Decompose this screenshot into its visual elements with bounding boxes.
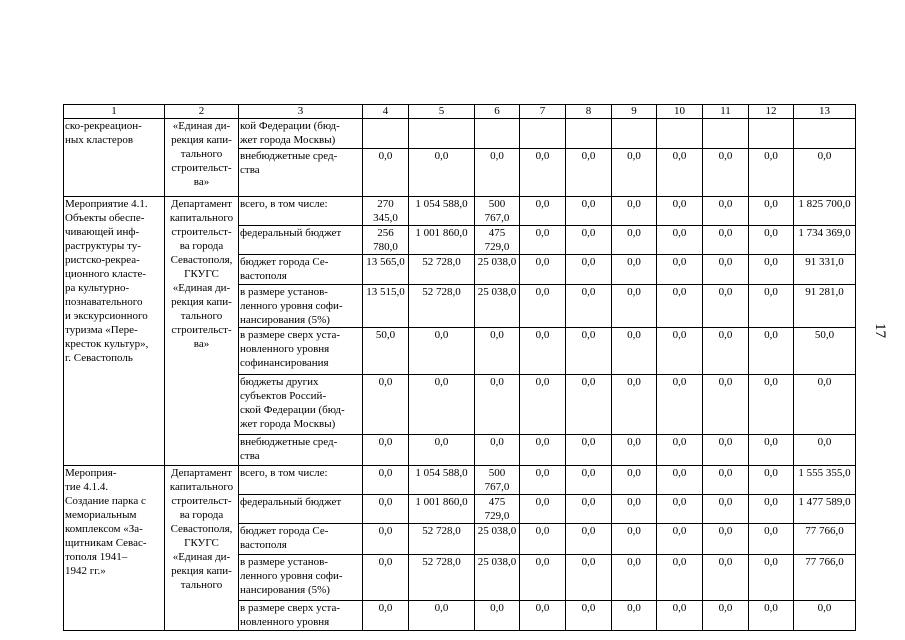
value-cell: 0,0 (566, 285, 612, 328)
value-cell (475, 119, 520, 149)
value-cell: 0,0 (612, 226, 657, 255)
value-cell: 0,0 (657, 524, 703, 555)
value-cell: 25 038,0 (475, 285, 520, 328)
row-indicator-label: бюджет города Се- вастополя (239, 255, 363, 285)
value-cell: 0,0 (749, 375, 794, 435)
column-number-header: 7 (520, 105, 566, 119)
value-cell: 0,0 (703, 435, 749, 466)
row-indicator-label: федеральный бюджет (239, 226, 363, 255)
value-cell: 0,0 (749, 255, 794, 285)
value-cell: 0,0 (749, 524, 794, 555)
value-cell: 77 766,0 (794, 524, 856, 555)
value-cell: 0,0 (703, 197, 749, 226)
value-cell: 0,0 (703, 555, 749, 601)
value-cell: 0,0 (657, 466, 703, 495)
value-cell: 500 767,0 (475, 197, 520, 226)
value-cell: 0,0 (612, 466, 657, 495)
value-cell: 0,0 (657, 555, 703, 601)
executor-cell: Департамент капитального строительст- ва города Севастополя, ГКУГС «Единая ди- рекция капи- тального (165, 466, 239, 631)
table-row (64, 119, 856, 149)
value-cell: 0,0 (566, 466, 612, 495)
activity-name-cell: Мероприятие 4.1. Объекты обеспе- чивающей инф- раструктуры ту- ристско-рекреа- ционного класте- ра культурно- познавательного и экскурсионного туризма «Пере- кресток культур», г. Севастополь (64, 197, 165, 466)
value-cell: 0,0 (703, 375, 749, 435)
value-cell: 0,0 (794, 601, 856, 631)
row-indicator-label: в размере сверх уста- новленного уровня софинансирования (239, 328, 363, 375)
value-cell: 52 728,0 (409, 555, 475, 601)
value-cell: 0,0 (475, 328, 520, 375)
value-cell: 0,0 (749, 285, 794, 328)
row-indicator-label: в размере установ- ленного уровня софи- нансирования (5%) (239, 555, 363, 601)
value-cell: 0,0 (657, 328, 703, 375)
value-cell: 25 038,0 (475, 524, 520, 555)
value-cell: 0,0 (566, 197, 612, 226)
value-cell: 0,0 (703, 255, 749, 285)
column-number-row (64, 105, 856, 119)
column-number-header: 2 (165, 105, 239, 119)
value-cell: 0,0 (612, 197, 657, 226)
value-cell: 0,0 (475, 149, 520, 197)
value-cell: 0,0 (657, 495, 703, 524)
value-cell: 77 766,0 (794, 555, 856, 601)
value-cell: 0,0 (409, 435, 475, 466)
value-cell: 50,0 (794, 328, 856, 375)
value-cell: 0,0 (520, 466, 566, 495)
value-cell: 0,0 (475, 375, 520, 435)
table-row (64, 466, 856, 495)
value-cell (657, 119, 703, 149)
value-cell: 0,0 (520, 435, 566, 466)
value-cell: 0,0 (566, 328, 612, 375)
value-cell: 0,0 (612, 435, 657, 466)
value-cell (794, 119, 856, 149)
value-cell: 0,0 (703, 495, 749, 524)
value-cell: 0,0 (612, 328, 657, 375)
value-cell: 0,0 (566, 555, 612, 601)
column-number-header: 9 (612, 105, 657, 119)
row-indicator-label: всего, в том числе: (239, 197, 363, 226)
value-cell: 0,0 (475, 435, 520, 466)
value-cell: 1 001 860,0 (409, 495, 475, 524)
row-indicator-label: федеральный бюджет (239, 495, 363, 524)
table-row (64, 197, 856, 226)
activity-name-cell: Мероприя- тие 4.1.4. Создание парка с мемориальным комплексом «За- щитникам Севас- тополя 1941– 1942 гг.» (64, 466, 165, 631)
value-cell: 0,0 (520, 555, 566, 601)
value-cell: 0,0 (566, 601, 612, 631)
value-cell: 0,0 (409, 375, 475, 435)
value-cell: 1 477 589,0 (794, 495, 856, 524)
row-indicator-label: в размере установ- ленного уровня софи- нансирования (5%) (239, 285, 363, 328)
value-cell: 0,0 (520, 285, 566, 328)
value-cell: 0,0 (703, 328, 749, 375)
value-cell: 0,0 (566, 375, 612, 435)
value-cell: 0,0 (749, 197, 794, 226)
value-cell: 270 345,0 (363, 197, 409, 226)
column-number-header: 5 (409, 105, 475, 119)
budget-table-body (64, 105, 856, 631)
value-cell: 0,0 (749, 495, 794, 524)
value-cell: 25 038,0 (475, 555, 520, 601)
value-cell: 0,0 (409, 601, 475, 631)
value-cell: 0,0 (566, 149, 612, 197)
value-cell: 1 555 355,0 (794, 466, 856, 495)
value-cell: 0,0 (703, 466, 749, 495)
value-cell: 13 515,0 (363, 285, 409, 328)
value-cell: 0,0 (657, 226, 703, 255)
column-number-header: 4 (363, 105, 409, 119)
column-number-header: 6 (475, 105, 520, 119)
value-cell: 0,0 (363, 149, 409, 197)
value-cell: 25 038,0 (475, 255, 520, 285)
value-cell (749, 119, 794, 149)
value-cell: 0,0 (612, 601, 657, 631)
value-cell: 0,0 (363, 435, 409, 466)
value-cell: 0,0 (520, 601, 566, 631)
value-cell: 0,0 (566, 255, 612, 285)
value-cell: 0,0 (657, 285, 703, 328)
row-indicator-label: бюджеты других субъектов Россий- ской Федерации (бюд- жет города Москвы) (239, 375, 363, 435)
value-cell: 0,0 (520, 375, 566, 435)
value-cell: 0,0 (794, 375, 856, 435)
value-cell: 1 734 369,0 (794, 226, 856, 255)
column-number-header: 3 (239, 105, 363, 119)
value-cell: 0,0 (749, 555, 794, 601)
value-cell (703, 119, 749, 149)
executor-cell: «Единая ди- рекция капи- тального строительст- ва» (165, 119, 239, 197)
value-cell: 0,0 (703, 226, 749, 255)
value-cell: 0,0 (612, 255, 657, 285)
value-cell: 500 767,0 (475, 466, 520, 495)
row-indicator-label: в размере сверх уста- новленного уровня (239, 601, 363, 631)
value-cell: 0,0 (657, 255, 703, 285)
column-number-header: 13 (794, 105, 856, 119)
column-number-header: 10 (657, 105, 703, 119)
executor-cell: Департамент капитального строительст- ва города Севастополя, ГКУГС «Единая ди- рекция капи- тального строительст- ва» (165, 197, 239, 466)
value-cell (520, 119, 566, 149)
value-cell: 0,0 (363, 375, 409, 435)
value-cell: 0,0 (703, 601, 749, 631)
value-cell: 52 728,0 (409, 255, 475, 285)
value-cell: 0,0 (363, 555, 409, 601)
value-cell: 0,0 (520, 495, 566, 524)
value-cell: 475 729,0 (475, 495, 520, 524)
row-indicator-label: кой Федерации (бюд- жет города Москвы) (239, 119, 363, 149)
value-cell (612, 119, 657, 149)
value-cell: 1 825 700,0 (794, 197, 856, 226)
row-indicator-label: внебюджетные сред- ства (239, 435, 363, 466)
value-cell: 475 729,0 (475, 226, 520, 255)
value-cell: 0,0 (657, 601, 703, 631)
value-cell (363, 119, 409, 149)
value-cell: 0,0 (749, 435, 794, 466)
value-cell: 0,0 (657, 375, 703, 435)
column-number-header: 8 (566, 105, 612, 119)
value-cell: 0,0 (566, 495, 612, 524)
value-cell: 0,0 (409, 328, 475, 375)
page-number: 17 (872, 323, 888, 338)
value-cell: 0,0 (475, 601, 520, 631)
value-cell: 0,0 (612, 285, 657, 328)
value-cell: 0,0 (566, 435, 612, 466)
value-cell: 0,0 (363, 524, 409, 555)
value-cell: 1 054 588,0 (409, 197, 475, 226)
value-cell: 0,0 (749, 149, 794, 197)
value-cell: 13 565,0 (363, 255, 409, 285)
value-cell: 0,0 (612, 524, 657, 555)
value-cell: 0,0 (363, 466, 409, 495)
value-cell: 91 281,0 (794, 285, 856, 328)
value-cell: 0,0 (657, 149, 703, 197)
budget-table (63, 104, 856, 631)
value-cell: 52 728,0 (409, 285, 475, 328)
value-cell: 50,0 (363, 328, 409, 375)
value-cell: 0,0 (749, 601, 794, 631)
row-indicator-label: бюджет города Се- вастополя (239, 524, 363, 555)
value-cell: 0,0 (612, 495, 657, 524)
value-cell: 0,0 (612, 555, 657, 601)
value-cell: 0,0 (657, 197, 703, 226)
column-number-header: 11 (703, 105, 749, 119)
value-cell: 0,0 (520, 524, 566, 555)
value-cell: 0,0 (520, 226, 566, 255)
value-cell: 1 001 860,0 (409, 226, 475, 255)
value-cell: 0,0 (657, 435, 703, 466)
value-cell (409, 119, 475, 149)
value-cell: 256 780,0 (363, 226, 409, 255)
value-cell: 0,0 (703, 524, 749, 555)
value-cell: 0,0 (409, 149, 475, 197)
value-cell: 0,0 (794, 149, 856, 197)
value-cell: 0,0 (566, 524, 612, 555)
value-cell: 52 728,0 (409, 524, 475, 555)
column-number-header: 12 (749, 105, 794, 119)
value-cell: 0,0 (794, 435, 856, 466)
value-cell: 0,0 (520, 328, 566, 375)
value-cell: 0,0 (612, 375, 657, 435)
value-cell: 91 331,0 (794, 255, 856, 285)
value-cell: 0,0 (520, 197, 566, 226)
row-indicator-label: внебюджетные сред- ства (239, 149, 363, 197)
value-cell (566, 119, 612, 149)
row-indicator-label: всего, в том числе: (239, 466, 363, 495)
value-cell: 0,0 (612, 149, 657, 197)
value-cell: 0,0 (363, 601, 409, 631)
value-cell: 0,0 (749, 226, 794, 255)
value-cell: 0,0 (749, 466, 794, 495)
value-cell: 0,0 (703, 285, 749, 328)
value-cell: 0,0 (749, 328, 794, 375)
value-cell: 0,0 (363, 495, 409, 524)
column-number-header: 1 (64, 105, 165, 119)
value-cell: 0,0 (520, 255, 566, 285)
value-cell: 0,0 (703, 149, 749, 197)
value-cell: 0,0 (520, 149, 566, 197)
value-cell: 0,0 (566, 226, 612, 255)
value-cell: 1 054 588,0 (409, 466, 475, 495)
activity-name-cell: ско-рекреацион- ных кластеров (64, 119, 165, 197)
